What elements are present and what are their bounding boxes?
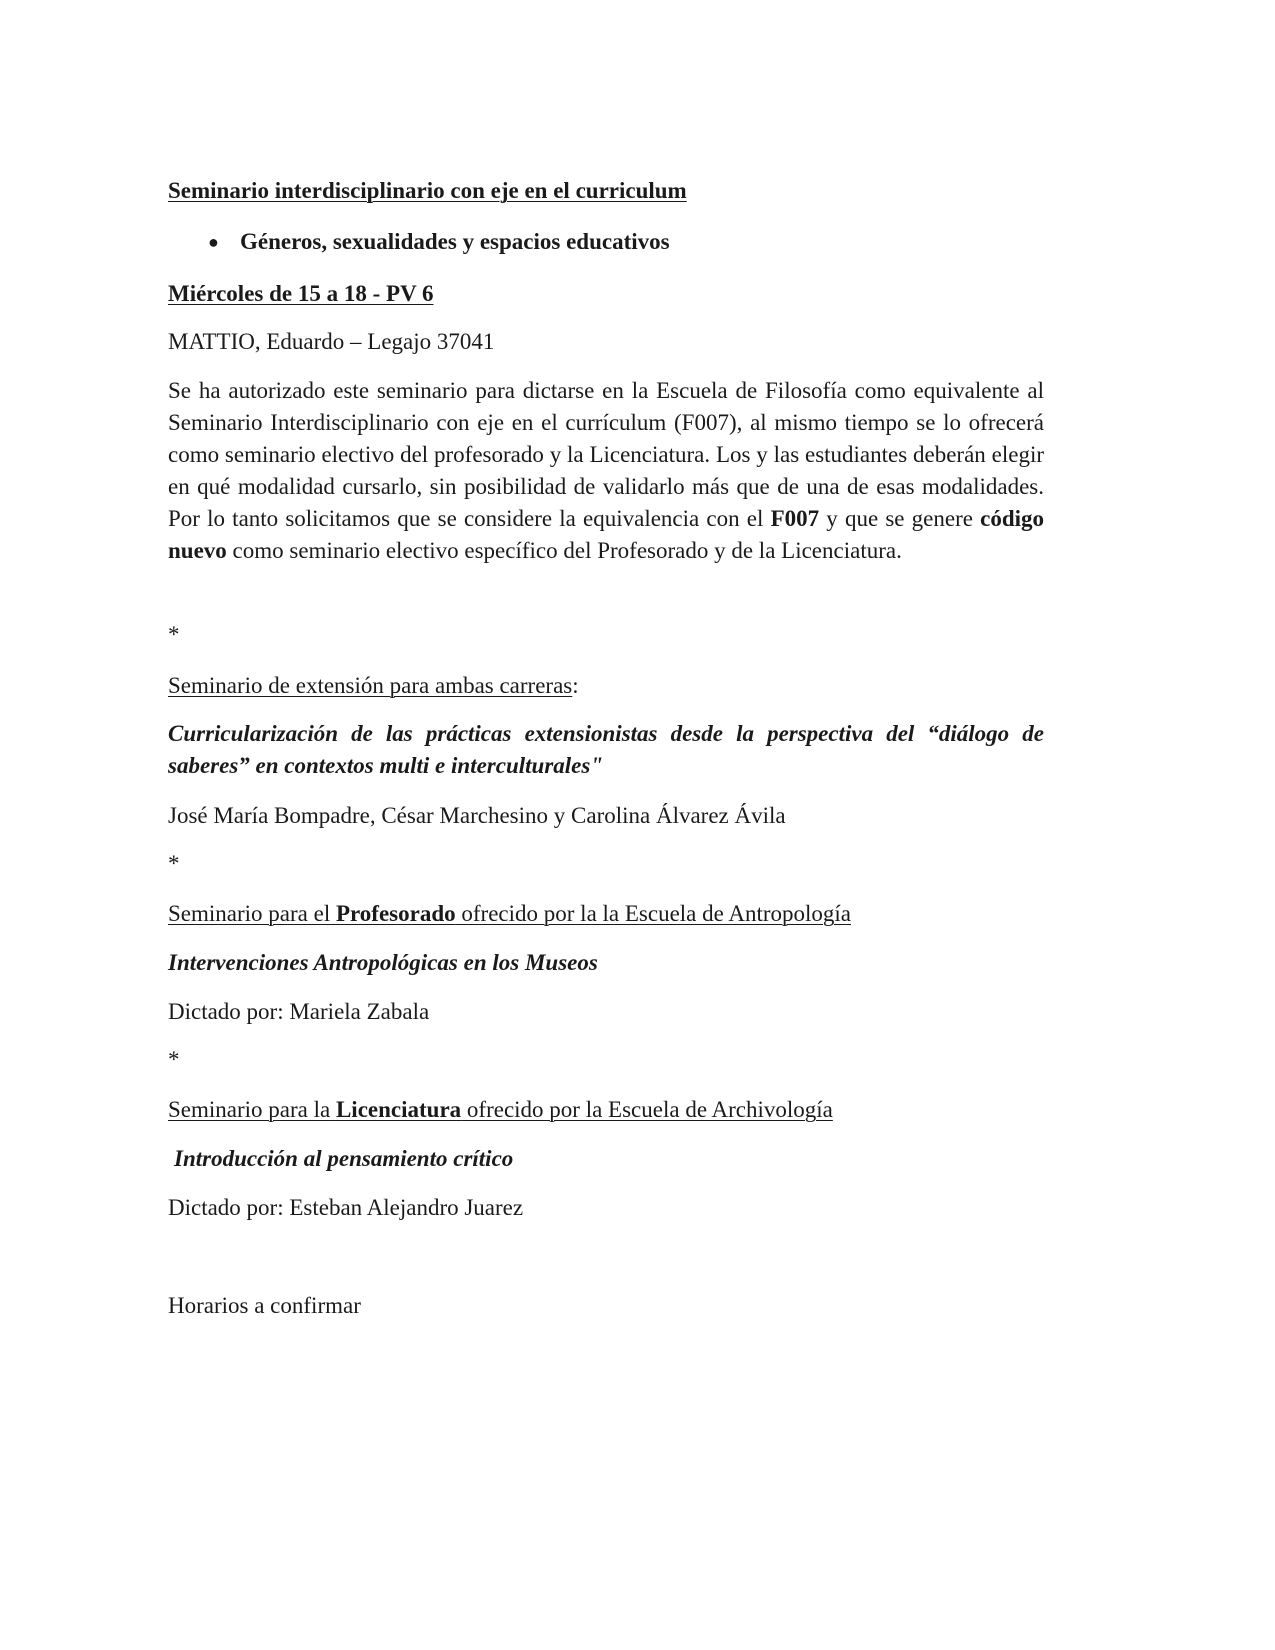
- section2-heading-text: Seminario de extensión para ambas carreras: [168, 673, 573, 698]
- section4-heading-pre: Seminario para la: [168, 1097, 336, 1122]
- section3-heading-post: ofrecido por la la Escuela de Antropología: [455, 901, 851, 926]
- section2-teachers: José María Bompadre, César Marchesino y Carolina Álvarez Ávila: [168, 803, 786, 828]
- paragraph-bold-code: F007: [770, 506, 820, 531]
- bullet-icon: ●: [208, 232, 219, 252]
- section3-heading-bold: Profesorado: [335, 901, 456, 926]
- section3-teacher: Dictado por: Mariela Zabala: [168, 999, 430, 1024]
- bullet-text: Géneros, sexualidades y espacios educativos: [240, 229, 670, 254]
- section3-heading-pre: Seminario para el: [168, 901, 336, 926]
- paragraph-part2: y que se genere: [819, 506, 981, 531]
- section4-heading-post: ofrecido por la Escuela de Archivología: [461, 1097, 833, 1122]
- separator: *: [168, 1047, 180, 1072]
- section3-heading: [168, 898, 1044, 930]
- section4-heading: [168, 1094, 1044, 1126]
- separator: *: [168, 622, 180, 647]
- section2-heading: [168, 670, 1044, 702]
- section3-title: Intervenciones Antropológicas en los Museos: [168, 950, 598, 975]
- paragraph-part1: Se ha autorizado este seminario para dictarse en la Escuela de Filosofía como equivalente al Seminario Interdisciplinario con eje en el currículum (F007), al mismo tiempo se lo ofrecerá como seminario electivo del profesorado y la Licenciatura. Los y las estudiantes deberán elegir en qué modalidad cursarlo, sin posibilidad de validarlo más que de una de esas modalidades. Por lo tanto solicitamos que se considere la equivalencia con el: [168, 378, 1044, 531]
- separator: *: [168, 851, 180, 876]
- section2-title: Curricularización de las prácticas extensionistas desde la perspectiva del “diálogo de saberes” en contextos multi e interculturales": [168, 721, 1044, 778]
- section1-paragraph: [168, 375, 1044, 567]
- section1-teacher: MATTIO, Eduardo – Legajo 37041: [168, 329, 495, 354]
- section4-teacher: Dictado por: Esteban Alejandro Juarez: [168, 1195, 524, 1220]
- footer-note: Horarios a confirmar: [168, 1293, 361, 1318]
- section4-title: Introducción al pensamiento crítico: [174, 1146, 514, 1171]
- section2-heading-suffix: :: [572, 673, 579, 698]
- paragraph-bold-new-code: código nuevo: [168, 506, 1045, 563]
- section1-heading: Seminario interdisciplinario con eje en el curriculum: [168, 178, 687, 203]
- section1-schedule: Miércoles de 15 a 18 - PV 6: [168, 281, 434, 306]
- paragraph-part3: como seminario electivo específico del Profesorado y de la Licenciatura.: [226, 538, 902, 563]
- section4-heading-bold: Licenciatura: [335, 1097, 462, 1122]
